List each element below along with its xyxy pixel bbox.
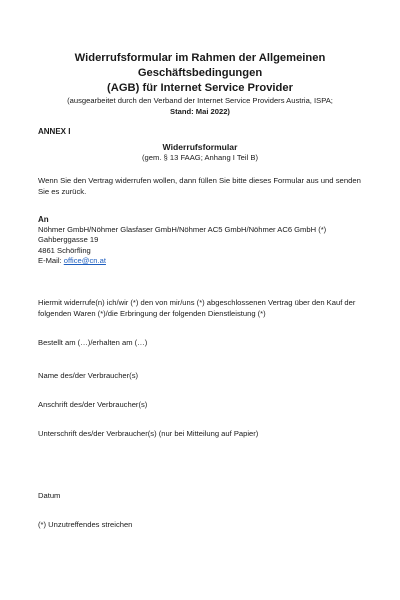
annex-label: ANNEX I xyxy=(38,127,71,136)
consumer-signature-field: Unterschrift des/der Verbraucher(s) (nur bei Mitteilung auf Papier) xyxy=(38,429,259,438)
recipient-label: An xyxy=(38,215,49,224)
form-subtitle: (gem. § 13 FAAG; Anhang I Teil B) xyxy=(142,153,258,162)
recipient-email-link[interactable]: office@cn.at xyxy=(63,255,106,265)
document-title-line-1: Widerrufsformular im Rahmen der Allgemeinen Geschäftsbedingungen xyxy=(74,52,326,79)
document-note-line-2: Stand: Mai 2022) xyxy=(170,107,230,116)
consumer-name-field: Name des/der Verbraucher(s) xyxy=(38,371,139,380)
recipient-email-label: E-Mail: xyxy=(38,255,64,265)
withdrawal-declaration: Hiermit widerrufe(n) ich/wir (*) den von mir/uns (*) abgeschlossenen Vertrag über den Kauf der folgenden Waren (*)/die Erbringung der folgenden Dienstleistung (*) xyxy=(38,298,356,318)
intro-paragraph: Wenn Sie den Vertrag widerrufen wollen, dann füllen Sie bitte dieses Formular aus und senden Sie es zurück. xyxy=(38,176,361,196)
recipient-company: Nöhmer GmbH/Nöhmer Glasfaser GmbH/Nöhmer AC5 GmbH/Nöhmer AC6 GmbH (*) xyxy=(38,225,327,234)
date-field: Datum xyxy=(38,491,61,500)
recipient-address xyxy=(38,225,368,266)
document-note xyxy=(40,95,360,117)
footnote: (*) Unzutreffendes streichen xyxy=(38,520,133,529)
consumer-address-field: Anschrift des/der Verbraucher(s) xyxy=(38,400,148,409)
recipient-city: 4861 Schörfling xyxy=(38,245,91,255)
document-title-line-2: (AGB) für Internet Service Provider xyxy=(107,82,293,94)
recipient-street: Gahberggasse 19 xyxy=(38,235,99,245)
recipient-email-row xyxy=(38,256,368,266)
ordered-received-field: Bestellt am (…)/erhalten am (…) xyxy=(38,338,148,347)
document-title xyxy=(30,51,370,96)
form-title: Widerrufsformular xyxy=(162,142,238,152)
document-note-line-1: (ausgearbeitet durch den Verband der Internet Service Providers Austria, ISPA; xyxy=(67,96,333,105)
